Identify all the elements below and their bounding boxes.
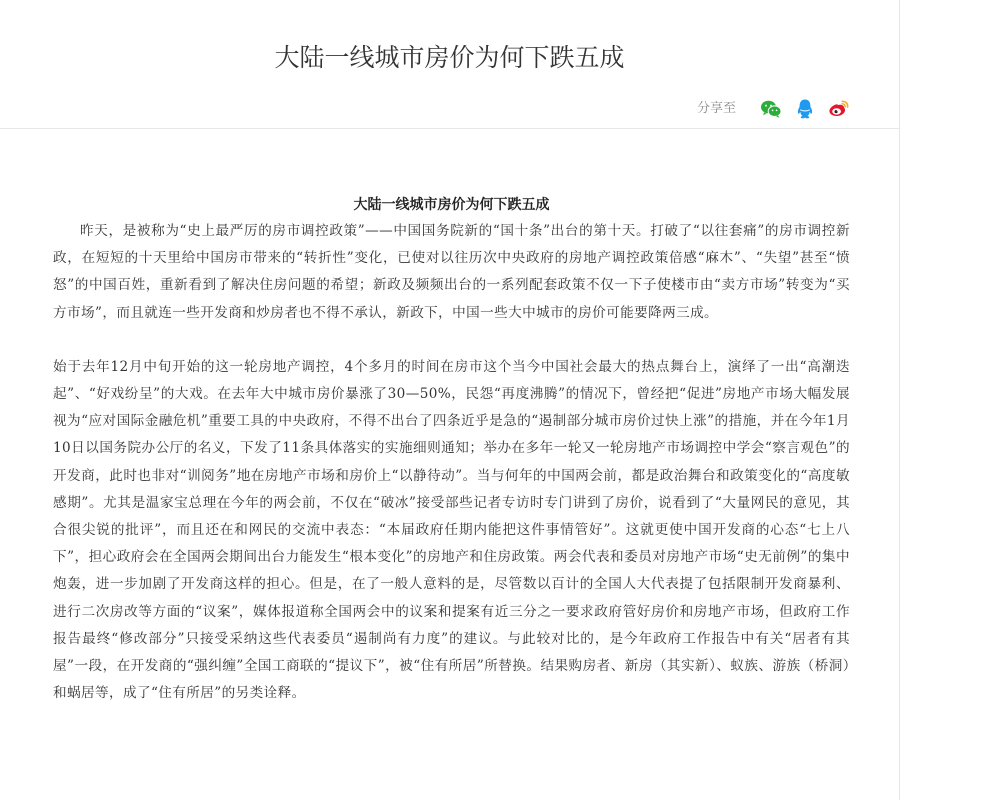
article-body xyxy=(53,192,850,707)
qq-icon[interactable] xyxy=(794,98,816,120)
body-title: 大陆一线城市房价为何下跌五成 xyxy=(353,197,550,213)
wechat-icon[interactable] xyxy=(760,98,782,120)
paragraph-gap xyxy=(53,327,850,354)
article-header xyxy=(0,0,899,129)
paragraph: 始于去年12月中旬开始的这一轮房地产调控，4个多月的时间在房市这个当今中国社会最大的热点舞台上，演绎了一出“高潮迭起”、“好戏纷呈”的大戏。在去年大中城市房价暴涨了30—50%，民怨“再度沸腾”的情况下，曾经把“促进”房地产市场大幅发展视为“应对国际金融危机”重要工具的中央政府，不得不出台了四条近乎是急的“遏制部分城市房价过快上涨”的措施，并在今年1月10日以国务院办公厅的名义，下发了11条具体落实的实施细则通知；举办在多年一轮又一轮房地产市场调控中学会“察言观色”的开发商，此时也非对“训阅务”地在房地产市场和房价上“以静待动”。当与何年的中国两会前，都是政治舞台和政策变化的“高度敏感期”。尤其是温家宝总理在今年的两会前，不仅在“破冰”接受部些记者专访时专门讲到了房价，说看到了“大量网民的意见，其合很尖锐的批评”，而且还在和网民的交流中表态：“本届政府任期内能把这件事情管好”。这就更使中国开发商的心态“七上八下”，担心政府会在全国两会期间出台力能发生“根本变化”的房地产和住房政策。两会代表和委员对房地产市场“史无前例”的集中炮轰，进一步加剧了开发商这样的担心。但是，在了一般人意料的是，尽管数以百计的全国人大代表提了包括限制开发商暴利、进行二次房改等方面的“议案”，媒体报道称全国两会中的议案和提案有近三分之一要求政府管好房价和房地产市场，但政府工作报告最终“修改部分”只接受采纳这些代表委员“遏制尚有力度”的建议。与此较对比的，是今年政府工作报告中有关“居者有其屋”一段，在开发商的“强纠缠”全国工商联的“提议下”，被“住有所居”所替换。结果购房者、新房（其实新）、蚁族、游族（桥洞）和蜗居等，成了“住有所居”的另类诠释。 xyxy=(53,358,850,702)
weibo-icon[interactable] xyxy=(828,98,850,120)
share-label: 分享至 xyxy=(696,101,736,116)
page-title: 大陆一线城市房价为何下跌五成 xyxy=(274,43,625,72)
paragraph: 昨天，是被称为“史上最严厉的房市调控政策”——中国国务院新的“国十条”出台的第十天。打破了“以往套痛”的房市调控新政，在短短的十天里给中国房市带来的“转折性”变化，已使对以往历次中央政府的房地产调控政策倍感“麻木”、“失望”甚至“愤怒”的中国百姓，重新看到了解决住房问题的希望；新政及频频出台的一系列配套政策不仅一下子使楼市由“卖方市场”转变为“买方市场”，而且就连一些开发商和炒房者也不得不承认，新政下，中国一些大中城市的房价可能要降两三成。 xyxy=(53,223,850,321)
share-bar xyxy=(697,97,850,121)
